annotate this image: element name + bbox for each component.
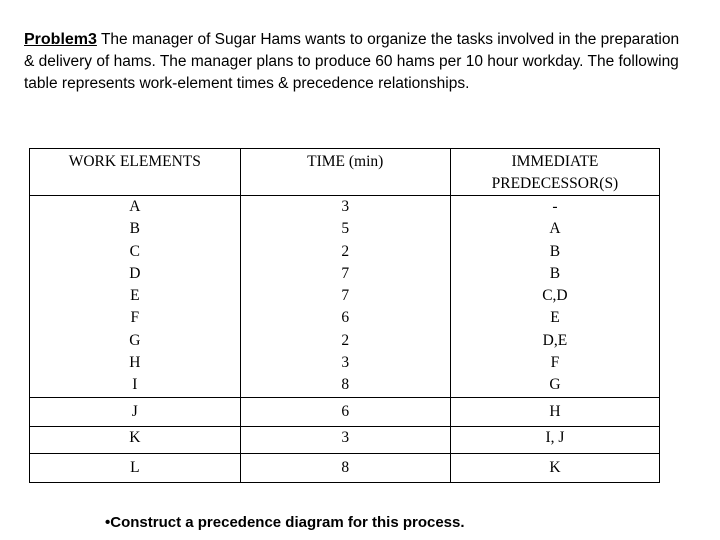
- predecessor-cell: E: [550, 309, 560, 327]
- element-cell: B: [129, 220, 140, 238]
- predecessor-cell: B: [549, 242, 561, 260]
- time-cell: 3: [341, 198, 350, 215]
- element-cell: I: [132, 376, 138, 394]
- time-cell: 2: [341, 331, 350, 349]
- element-cell: D: [129, 264, 141, 282]
- time-cell: 5: [341, 220, 350, 238]
- element-cell: F: [130, 309, 140, 327]
- predecessor-cell: F: [550, 354, 560, 372]
- time-cell: 6: [240, 397, 450, 426]
- time-cell: 3: [240, 426, 450, 453]
- predecessor-cell: D,E: [542, 331, 568, 349]
- time-column: [240, 196, 450, 398]
- element-column: [30, 196, 241, 398]
- predecessor-cell: B: [549, 264, 561, 282]
- time-cell: 8: [341, 376, 350, 394]
- element-cell: H: [129, 354, 141, 372]
- predecessor-cell: K: [450, 453, 659, 482]
- table-row-group: [30, 196, 660, 398]
- table-header-row: [30, 149, 660, 196]
- predecessor-cell: -: [552, 198, 558, 215]
- problem-label: Problem3: [24, 31, 97, 48]
- predecessor-column: [450, 196, 659, 398]
- predecessor-cell: H: [450, 397, 659, 426]
- problem-statement: [24, 29, 684, 95]
- time-cell: 2: [341, 242, 350, 260]
- predecessor-cell: G: [549, 376, 561, 394]
- time-cell: 6: [341, 309, 350, 327]
- work-elements-table: [29, 148, 660, 483]
- table-row: [30, 426, 660, 453]
- problem-text: The manager of Sugar Hams wants to organize the tasks involved in the preparation & delivery of hams. The manager plans to produce 60 hams per 10 hour workday. The following table represents work-element times & precedence relationships.: [24, 31, 680, 92]
- instruction-note: •Construct a precedence diagram for this process.: [105, 514, 465, 531]
- element-cell: A: [129, 198, 141, 215]
- time-cell: 3: [341, 354, 350, 372]
- element-cell: G: [129, 331, 141, 349]
- time-cell: 7: [341, 287, 350, 305]
- header-time: TIME (min): [240, 149, 450, 196]
- predecessor-cell: I, J: [450, 426, 659, 453]
- header-predecessors: IMMEDIATE PREDECESSOR(S): [450, 149, 659, 196]
- element-cell: J: [30, 397, 241, 426]
- table-row: [30, 397, 660, 426]
- time-cell: 8: [240, 453, 450, 482]
- element-cell: K: [30, 426, 241, 453]
- header-work-elements: WORK ELEMENTS: [30, 149, 241, 196]
- element-cell: L: [30, 453, 241, 482]
- predecessor-cell: C,D: [542, 287, 568, 305]
- element-cell: C: [129, 242, 140, 260]
- table-row: [30, 453, 660, 482]
- predecessor-cell: A: [549, 220, 561, 238]
- time-cell: 7: [341, 264, 350, 282]
- element-cell: E: [130, 287, 140, 305]
